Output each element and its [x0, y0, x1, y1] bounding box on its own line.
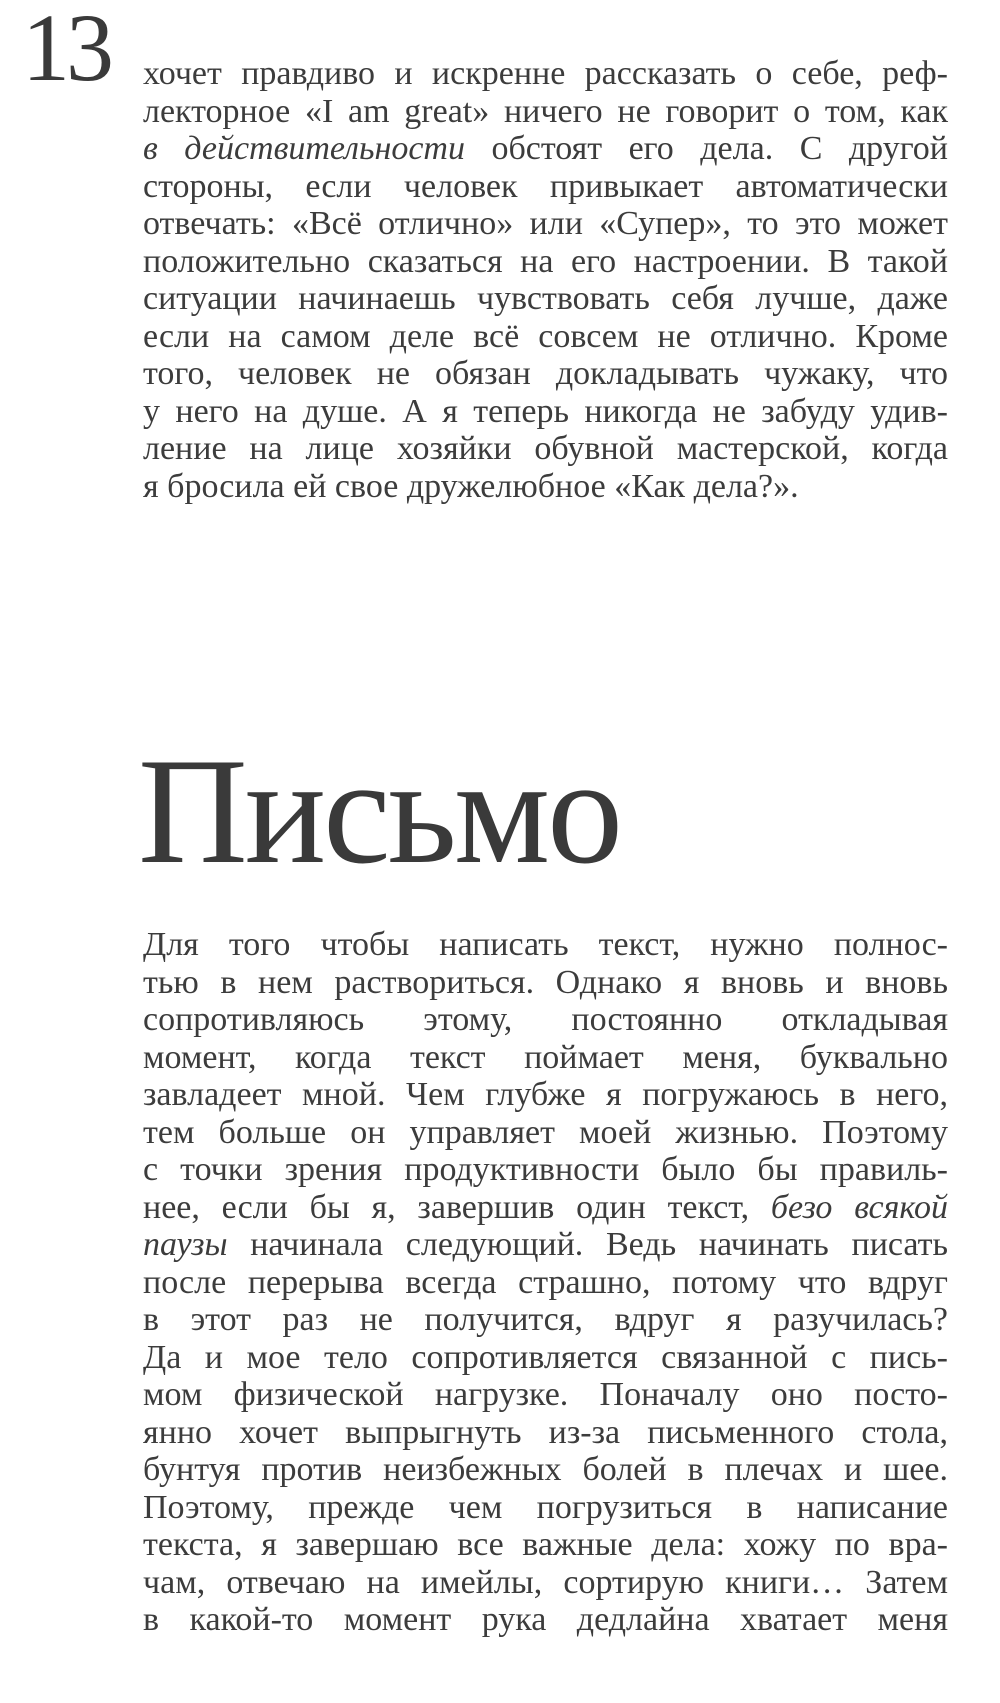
text-segment: бунтуя против неизбежных болей в плечах и шее. [143, 1451, 948, 1488]
text-segment: положительно сказаться на его настроении. В такой [143, 242, 948, 280]
text-line [143, 1076, 948, 1114]
text-line [143, 1339, 948, 1377]
text-line [143, 430, 948, 468]
text-segment: чам, отвечаю на имейлы, сортирую книги… Затем [143, 1563, 948, 1601]
text-segment: начинала следующий. Ведь начинать писать [227, 1226, 948, 1263]
text-line [143, 468, 948, 506]
text-line [143, 1414, 948, 1452]
text-segment: тем больше он управляет моей жизнью. Поэтому [143, 1113, 948, 1151]
text-line [143, 1564, 948, 1602]
text-segment: тью в нем раствориться. Однако я вновь и вновь [143, 963, 948, 1001]
text-line [143, 355, 948, 393]
text-segment: хочет правдиво и искренне рассказать о себе, реф- [143, 55, 948, 92]
text-segment: момент, когда текст поймает меня, буквально [143, 1038, 948, 1076]
text-line [143, 130, 948, 168]
text-line [143, 168, 948, 206]
chapter-paragraph [143, 926, 948, 1639]
text-line [143, 1376, 948, 1414]
text-segment: Поэтому, прежде чем погрузиться в написание [143, 1488, 948, 1526]
text-segment: отвечать: «Всё отлично» или «Супер», то это может [143, 205, 948, 242]
text-line [143, 205, 948, 243]
text-segment: текста, я завершаю все важные дела: хожу по вра- [143, 1526, 948, 1563]
text-segment: в этот раз не получится, вдруг я разучилась? [143, 1301, 948, 1338]
text-segment: нее, если бы я, завершив один текст, [143, 1188, 771, 1226]
text-segment: завладеет мной. Чем глубже я погружаюсь в него, [143, 1076, 948, 1113]
text-line [143, 1526, 948, 1564]
text-segment: у него на душе. А я теперь никогда не забуду удив- [143, 392, 948, 430]
text-segment: того, человек не обязан докладывать чужаку, что [143, 355, 948, 392]
text-line [143, 964, 948, 1002]
text-line [143, 55, 948, 93]
text-segment: мом физической нагрузке. Поначалу оно посто- [143, 1376, 948, 1413]
text-line [143, 280, 948, 318]
text-line [143, 243, 948, 281]
text-line [143, 1001, 948, 1039]
italic-text-segment: в действительности [143, 130, 465, 167]
text-segment: сопротивляюсь этому, постоянно откладывая [143, 1001, 948, 1038]
text-segment: лекторное «I am great» ничего не говорит о том, как [143, 92, 948, 130]
text-line [143, 1601, 948, 1639]
text-segment: я бросила ей свое дружелюбное «Как дела?». [143, 467, 799, 505]
text-line [143, 1264, 948, 1302]
text-segment: стороны, если человек привыкает автоматически [143, 167, 948, 205]
text-segment: если на самом деле всё совсем не отлично. Кроме [143, 317, 948, 355]
text-segment: с точки зрения продуктивности было бы правиль- [143, 1151, 948, 1188]
text-line [143, 1189, 948, 1227]
text-segment: Для того чтобы написать текст, нужно полнос- [143, 926, 948, 963]
text-line [143, 1039, 948, 1077]
text-line [143, 1226, 948, 1264]
text-line [143, 1151, 948, 1189]
text-segment: Да и мое тело сопротивляется связанной с пись- [143, 1338, 948, 1376]
text-segment: обстоят его дела. С другой [464, 130, 948, 167]
text-line [143, 393, 948, 431]
paragraph-continued [143, 55, 948, 505]
chapter-title: Письмо [138, 727, 621, 895]
italic-text-segment: паузы [143, 1226, 228, 1263]
text-segment: янно хочет выпрыгнуть из-за письменного стола, [143, 1413, 948, 1451]
text-line [143, 1301, 948, 1339]
text-line [143, 318, 948, 356]
text-segment: после перерыва всегда страшно, потому что вдруг [143, 1263, 948, 1301]
text-segment: в какой-то момент рука дедлайна хватает меня [143, 1601, 948, 1638]
text-line [143, 1114, 948, 1152]
page-number: 13 [22, 0, 110, 101]
italic-text-segment: безо всякой [770, 1188, 949, 1226]
text-line [143, 1489, 948, 1527]
text-line [143, 93, 948, 131]
text-line [143, 926, 948, 964]
text-line [143, 1451, 948, 1489]
text-segment: ситуации начинаешь чувствовать себя лучше, даже [143, 280, 948, 317]
text-segment: ление на лице хозяйки обувной мастерской, когда [143, 430, 948, 467]
